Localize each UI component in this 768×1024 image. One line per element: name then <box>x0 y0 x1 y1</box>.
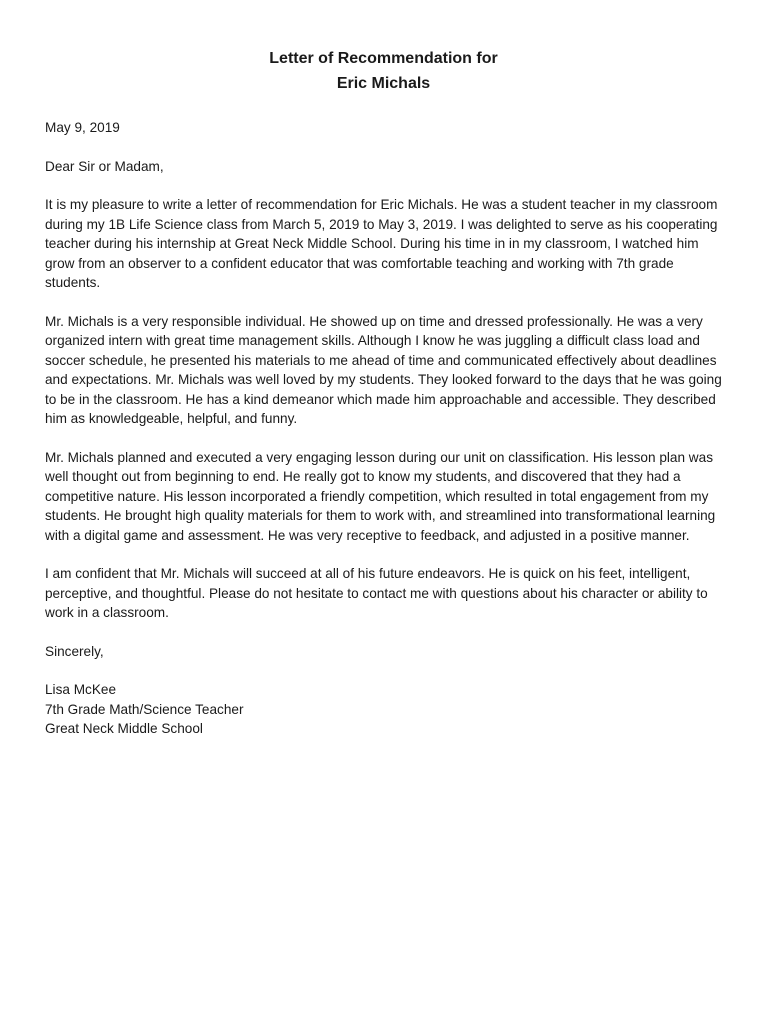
title-line-2: Eric Michals <box>336 75 431 92</box>
signer-name: Lisa McKee <box>45 682 117 697</box>
signature-block <box>45 680 722 739</box>
paragraph-3: Mr. Michals planned and executed a very engaging lesson during our unit on classification. His lesson plan was well thought out from beginning to end. He really got to know my students, and discovered that they had a competitive nature. His lesson incorporated a friendly competition, which resulted in total engagement from my students. He brought high quality materials for them to work with, and streamlined into transformational learning with a digital game and assessment. He was very receptive to feedback, and adjusted in a positive manner. <box>45 449 716 543</box>
salutation: Dear Sir or Madam, <box>45 158 164 174</box>
closing: Sincerely, <box>45 643 104 659</box>
letter-title <box>45 46 722 96</box>
signer-role: 7th Grade Math/Science Teacher <box>45 701 244 717</box>
signer-school: Great Neck Middle School <box>45 721 203 736</box>
paragraph-4: I am confident that Mr. Michals will succeed at all of his future endeavors. He is quick on his feet, intelligent, perceptive, and thoughtful. Please do not hesitate to contact me with questions about his character or ability to work in a classroom. <box>45 566 708 620</box>
paragraph-2: Mr. Michals is a very responsible individual. He showed up on time and dressed professionally. He was a very organized intern with great time management skills. Although I know he was juggling a difficult class load and soccer schedule, he presented his materials to me ahead of time and communicated effectively about deadlines and expectations. Mr. Michals was well loved by my students. They looked forward to the days that he was going to be in the classroom. He has a kind demeanor which made him approachable and accessible. They described him as knowledgeable, helpful, and funny. <box>45 313 722 426</box>
letter-date: May 9, 2019 <box>45 120 120 135</box>
title-line-1: Letter of Recommendation for <box>269 50 498 67</box>
paragraph-1: It is my pleasure to write a letter of recommendation for Eric Michals. He was a student teacher in my classroom during my 1B Life Science class from March 5, 2019 to May 3, 2019. I was delighted to serve as his cooperating teacher during his internship at Great Neck Middle School. During his time in in my classroom, I watched him grow from an observer to a confident educator that was comfortable teaching and working with 7th grade students. <box>45 197 718 290</box>
